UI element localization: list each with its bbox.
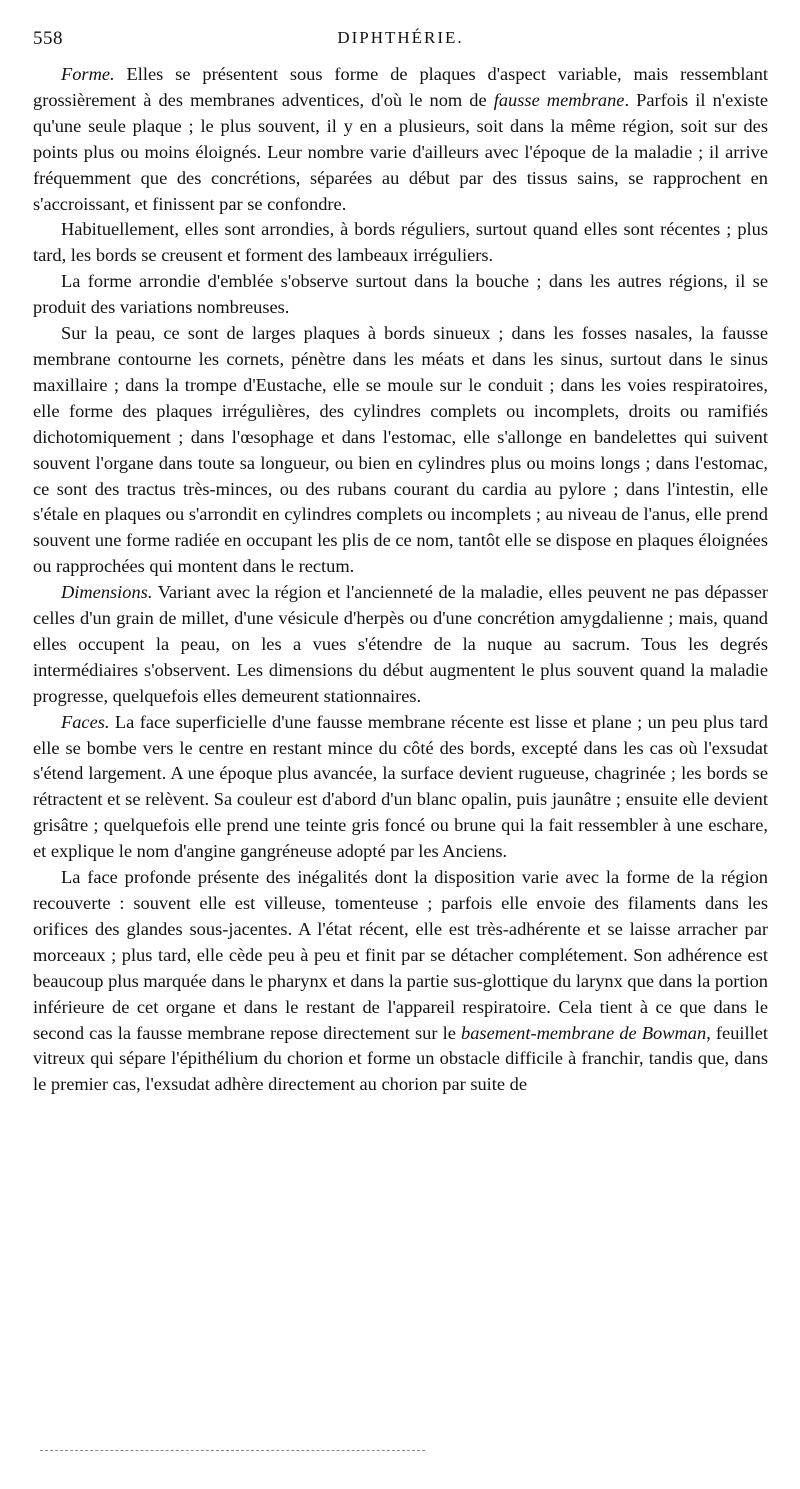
paragraph-text: La face superficielle d'une fausse membrane récente est lisse et plane ; un peu plus tard elle se bombe vers le centre en restant mince du côté des bords, excepté dans les cas où l'exsudat s'étend largement. A une époque plus avancée, la surface devient rugueuse, chagrinée ; les bords se rétractent et se relèvent. Sa couleur est d'abord d'un blanc opalin, puis jaunâtre ; ensuite elle devient grisâtre ; quelquefois elle prend une teinte gris foncé ou brune qui la fait ressembler à une eschare, et explique le nom d'angine gangréneuse adopté par les Anciens. <box>33 711 768 862</box>
paragraph-emphasis: fausse membrane <box>493 89 625 110</box>
paragraph-forme <box>33 62 768 217</box>
paragraph-text: Variant avec la région et l'ancienneté de la maladie, elles peuvent ne pas dépasser celles d'un grain de millet, d'une vésicule d'herpès ou d'une concrétion amygdalienne ; mais, quand elles occupent la peau, on les a vues s'étendre de la nuque au sacrum. Tous les degrés intermédiaires s'observent. Les dimensions du début augmentent le plus souvent quand la maladie progresse, quelquefois elles demeurent stationnaires. <box>33 582 768 706</box>
paragraph-tail: , feuillet vitreux qui sépare l'épithélium du chorion et forme un obstacle difficile à franchir, tandis que, dans le premier cas, l'exsudat adhère directement au chorion par suite de <box>33 1022 769 1095</box>
paragraph-text: Elles se présentent sous forme de plaques d'aspect variable, mais ressemblant grossièrement à des membranes adventices, d'où le nom de <box>33 64 768 110</box>
page-number: 558 <box>33 28 63 49</box>
paragraph-text: La forme arrondie d'emblée s'observe surtout dans la bouche ; dans les autres régions, il se produit des variations nombreuses. <box>33 271 768 318</box>
paragraph-text: La face profonde présente des inégalités dont la disposition varie avec la forme de la région recouverte : souvent elle est villeuse, tomenteuse ; parfois elle envoie des filaments dans les orifices des glandes sous-jacentes. A l'état récent, elle est très-adhérente et se laisse arracher par morceaux ; plus tard, elle cède peu à peu et finit par se détacher complétement. Son adhérence est beaucoup plus marquée dans le pharynx et dans la partie sus-glottique du larynx que dans la portion inférieure de cet organe et dans le restant de l'appareil respiratoire. Cela tient à ce que dans le second cas la fausse membrane repose directement sur le <box>33 867 768 1043</box>
paragraph-emphasis: basement-membrane de Bowman <box>461 1022 707 1043</box>
paragraph-sur-la-peau <box>33 321 768 580</box>
paragraph-lead: Forme. <box>61 64 115 84</box>
paragraph-faces <box>33 710 768 865</box>
paragraph-text: Sur la peau, ce sont de larges plaques à bords sinueux ; dans les fosses nasales, la fausse membrane contourne les cornets, pénètre dans les méats et dans les sinus, surtout dans le sinus maxillaire ; dans la trompe d'Eustache, elle se moule sur le conduit ; dans les voies respiratoires, elle forme des plaques irrégulières, des cylindres complets ou incomplets, droits ou ramifiés dichotomiquement ; dans l'œsophage et dans l'estomac, elle s'allonge en bandelettes qui suivent souvent l'organe dans toute sa longueur, ou bien en cylindres plus ou moins longs ; dans l'estomac, ce sont des tractus très-minces, ou des rubans courant du cardia au pylore ; dans l'intestin, elle s'étale en plaques ou s'arrondit en cylindres complets ou incomplets ; au niveau de l'anus, elle prend souvent une forme radiée en occupant les plis de ce nom, tantôt elle se dispose en plaques éloignées ou rapprochées qui montent dans le rectum. <box>33 323 768 577</box>
paragraph-text: Habituellement, elles sont arrondies, à bords réguliers, surtout quand elles sont récentes ; plus tard, les bords se creusent et forment des lambeaux irréguliers. <box>33 219 768 266</box>
footer-rule <box>40 1450 425 1451</box>
paragraph-habituellement <box>33 217 768 269</box>
running-title: DIPHTHÉRIE. <box>337 28 464 47</box>
page-header <box>33 28 768 62</box>
paragraph-lead: Dimensions. <box>61 582 153 603</box>
paragraph-forme-arrondie <box>33 269 768 321</box>
body-text <box>33 62 768 1098</box>
paragraph-lead: Faces. <box>61 711 110 732</box>
paragraph-tail: . Parfois il n'existe qu'une seule plaque ; le plus souvent, il y en a plusieurs, soit dans la même région, soit sur des points plus ou moins éloignés. Leur nombre varie d'ailleurs avec l'époque de la maladie ; il arrive fréquemment que des concrétions, séparées au début par des tissus sains, se rapprochent en s'accroissant, et finissent par se confondre. <box>33 89 768 214</box>
paragraph-face-profonde <box>33 865 768 1098</box>
paragraph-dimensions <box>33 580 768 710</box>
document-page <box>33 28 768 1098</box>
